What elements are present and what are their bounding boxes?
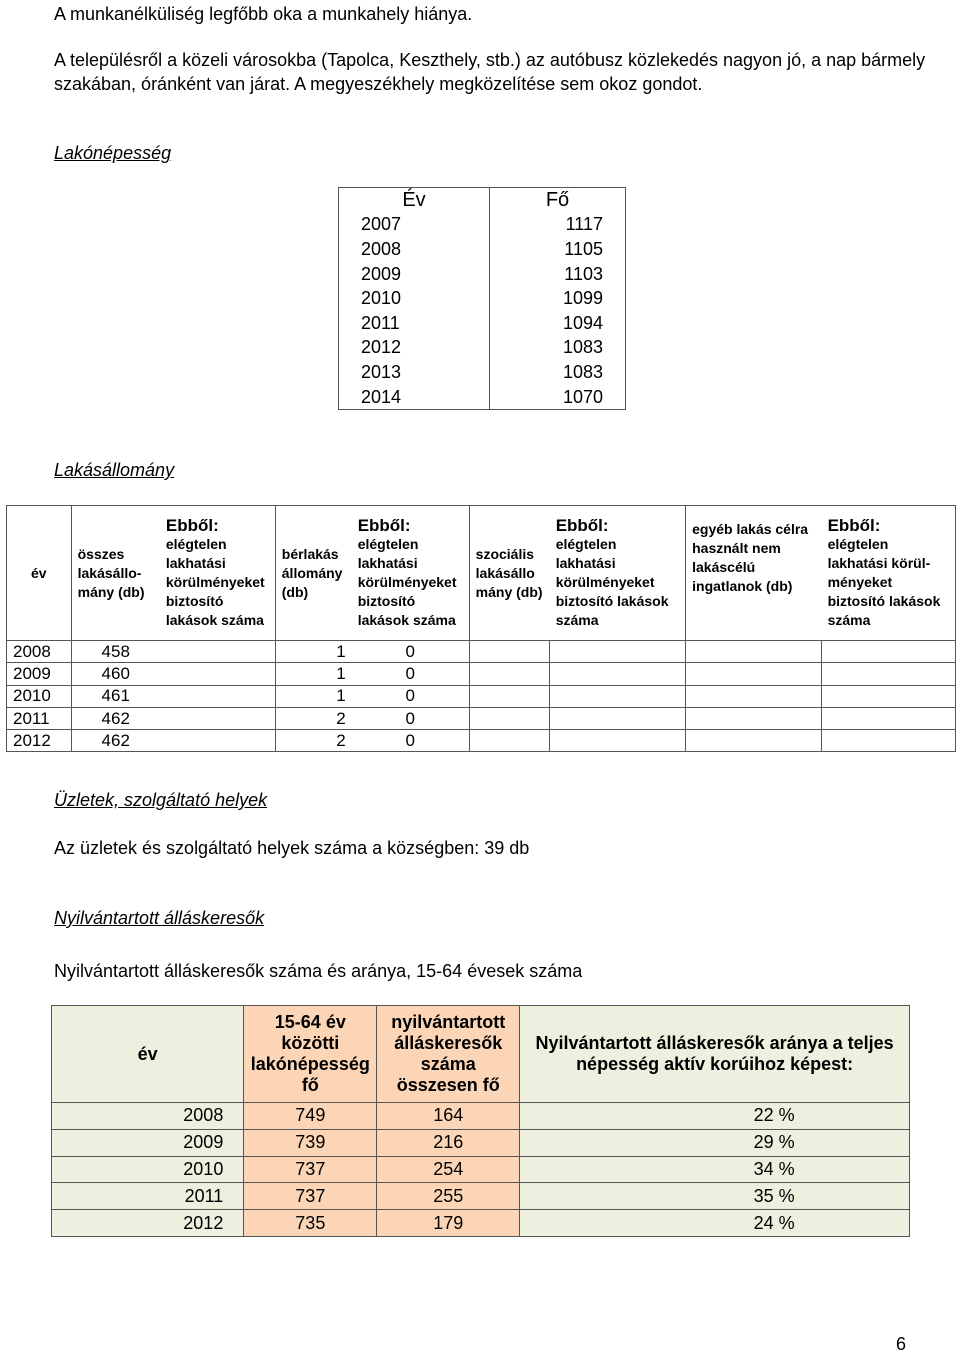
table-row (339, 213, 626, 238)
table-header-row (339, 188, 626, 213)
year-cell: 2014 (339, 385, 490, 410)
registered-cell: 164 (377, 1103, 520, 1130)
ebbol-label: Ebből: (165, 516, 219, 535)
value-cell: 1083 (490, 360, 626, 385)
table-row (7, 707, 956, 729)
rental-cell: 1 (275, 663, 351, 685)
year-cell: 2008 (339, 237, 490, 262)
column-header-year: év (52, 1006, 244, 1103)
table-row (52, 1183, 910, 1210)
rental-poor-cell: 0 (352, 730, 469, 752)
table-row (52, 1210, 910, 1237)
value-cell: 1099 (490, 286, 626, 311)
page-number: 6 (895, 1334, 906, 1354)
rental-cell: 1 (275, 641, 351, 663)
ebbol-label: Ebből: (555, 516, 609, 535)
rental-cell: 1 (275, 685, 351, 707)
housing-section-title: Lakásállomány (54, 460, 175, 480)
ratio-cell: 34 % (520, 1156, 910, 1183)
total-cell: 460 (71, 663, 160, 685)
column-header-rental: bérlakás állomány (db) (275, 506, 351, 641)
column-header-social: szociális lakásállo mány (db) (469, 506, 550, 641)
population-cell: 737 (244, 1183, 377, 1210)
table-row (52, 1156, 910, 1183)
table-row (339, 360, 626, 385)
table-row (52, 1103, 910, 1130)
intro-paragraph-1: A munkanélküliség legfőbb oka a munkahely hiánya. (54, 4, 473, 24)
intro-paragraph-2-line-2: szakában, óránként van járat. A megyeszékhely megközelítése sem okoz gondot. (54, 74, 703, 94)
table-row (52, 1129, 910, 1156)
column-header-poor (160, 506, 275, 641)
registered-cell: 255 (377, 1183, 520, 1210)
ratio-cell: 24 % (520, 1210, 910, 1237)
column-header-year: év (7, 506, 72, 641)
rental-poor-cell: 0 (352, 685, 469, 707)
column-header-year: Év (339, 188, 490, 213)
jobseekers-section-title: Nyilvántartott álláskeresők (54, 908, 265, 928)
table-row (7, 685, 956, 707)
population-cell: 737 (244, 1156, 377, 1183)
table-row (339, 286, 626, 311)
table-row (339, 385, 626, 410)
rental-poor-cell: 0 (352, 641, 469, 663)
year-cell: 2013 (339, 360, 490, 385)
total-cell: 458 (71, 641, 160, 663)
poor-label: elégtelen lakhatási körülményeket biztosító lakások száma (165, 536, 265, 628)
column-header-registered: nyilvántartott álláskeresők száma összesen fő (377, 1006, 520, 1103)
table-row (7, 641, 956, 663)
table-header-row (52, 1006, 910, 1103)
poor-label: elégtelen lakhatási körül-ményeket biztosító lakások száma (827, 536, 941, 628)
table-row (7, 663, 956, 685)
total-cell: 462 (71, 707, 160, 729)
year-cell: 2012 (339, 336, 490, 361)
column-header-ratio: Nyilvántartott álláskeresők aránya a teljes népesség aktív korúihoz képest: (520, 1006, 910, 1103)
year-cell: 2010 (339, 286, 490, 311)
total-cell: 462 (71, 730, 160, 752)
year-cell: 2009 (339, 262, 490, 287)
column-header-population: 15-64 év közötti lakónépesség fő (244, 1006, 377, 1103)
column-header-social-poor (550, 506, 686, 641)
population-table (338, 187, 626, 410)
table-row (339, 311, 626, 336)
registered-cell: 254 (377, 1156, 520, 1183)
value-cell: 1083 (490, 336, 626, 361)
rental-cell: 2 (275, 707, 351, 729)
table-row (339, 237, 626, 262)
jobseekers-subtitle: Nyilvántartott álláskeresők száma és aránya, 15-64 évesek száma (54, 961, 583, 981)
table-row (339, 262, 626, 287)
housing-table (6, 505, 956, 752)
ebbol-label: Ebből: (357, 516, 411, 535)
population-cell: 735 (244, 1210, 377, 1237)
shops-text: Az üzletek és szolgáltató helyek száma a községben: 39 db (54, 838, 530, 858)
registered-cell: 179 (377, 1210, 520, 1237)
year-cell: 2009 (7, 663, 72, 685)
shops-section-title: Üzletek, szolgáltató helyek (54, 790, 268, 810)
ebbol-label: Ebből: (827, 516, 881, 535)
year-cell: 2011 (7, 707, 72, 729)
value-cell: 1070 (490, 385, 626, 410)
rental-poor-cell: 0 (352, 707, 469, 729)
year-cell: 2007 (339, 213, 490, 238)
year-cell: 2012 (7, 730, 72, 752)
value-cell: 1103 (490, 262, 626, 287)
year-cell: 2009 (52, 1129, 244, 1156)
column-header-other-poor (822, 506, 956, 641)
population-cell: 749 (244, 1103, 377, 1130)
rental-poor-cell: 0 (352, 663, 469, 685)
population-cell: 739 (244, 1129, 377, 1156)
ratio-cell: 22 % (520, 1103, 910, 1130)
value-cell: 1105 (490, 237, 626, 262)
year-cell: 2008 (7, 641, 72, 663)
value-cell: 1094 (490, 311, 626, 336)
ratio-cell: 35 % (520, 1183, 910, 1210)
total-cell: 461 (71, 685, 160, 707)
registered-cell: 216 (377, 1129, 520, 1156)
column-header-other: egyéb lakás célra használt nem lakáscélú ingatlanok (db) (686, 506, 822, 641)
year-cell: 2008 (52, 1103, 244, 1130)
rental-cell: 2 (275, 730, 351, 752)
jobseekers-table (51, 1005, 910, 1237)
population-section-title: Lakónépesség (54, 143, 172, 163)
column-header-people: Fő (490, 188, 626, 213)
ratio-cell: 29 % (520, 1129, 910, 1156)
intro-paragraph-2-line-1: A településről a közeli városokba (Tapolca, Keszthely, stb.) az autóbusz közlekedés nagyon jó, a nap bármely (54, 50, 926, 70)
table-row (7, 730, 956, 752)
year-cell: 2012 (52, 1210, 244, 1237)
poor-label: elégtelen lakhatási körülményeket biztosító lakások száma (357, 536, 457, 628)
table-row (339, 336, 626, 361)
table-header-row (7, 506, 956, 641)
value-cell: 1117 (490, 213, 626, 238)
column-header-total: összes lakásállo-mány (db) (71, 506, 160, 641)
column-header-rental-poor (352, 506, 469, 641)
year-cell: 2011 (52, 1183, 244, 1210)
year-cell: 2010 (52, 1156, 244, 1183)
year-cell: 2010 (7, 685, 72, 707)
poor-label: elégtelen lakhatási körülményeket biztosító lakások száma (555, 536, 669, 628)
year-cell: 2011 (339, 311, 490, 336)
